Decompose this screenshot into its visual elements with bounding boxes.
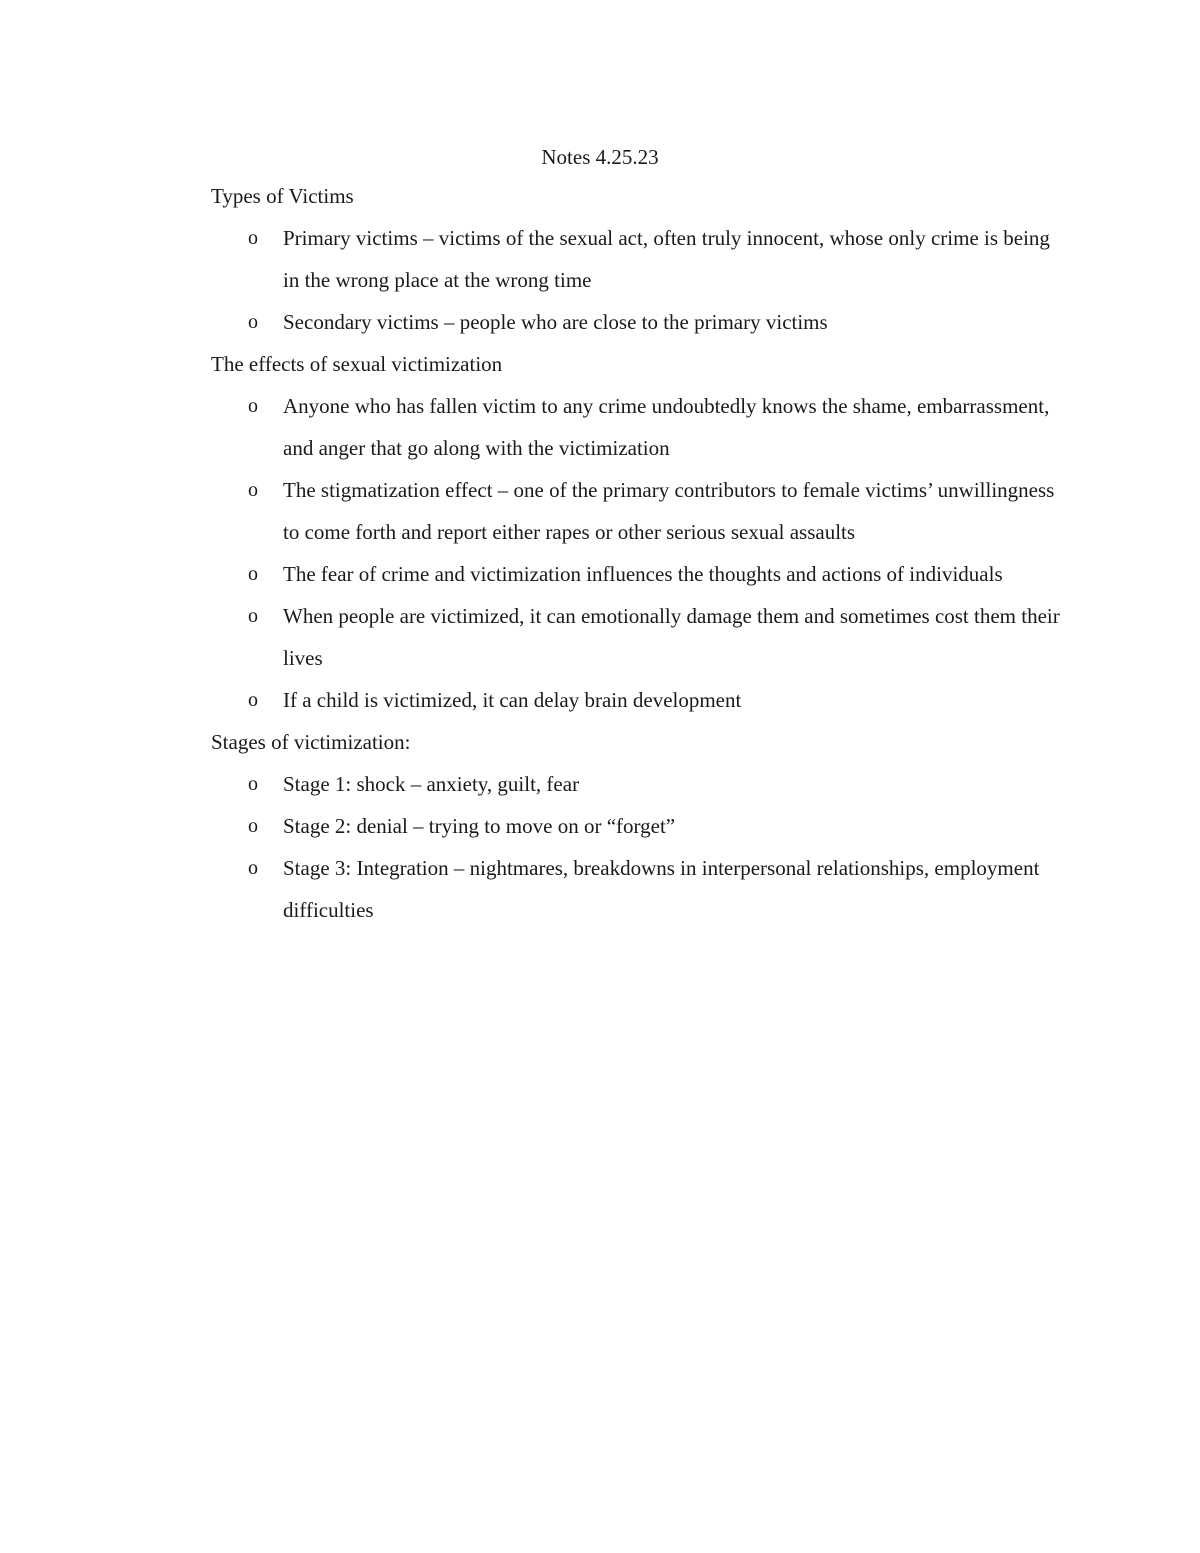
- bullet-list: [211, 763, 1071, 931]
- bullet-marker: o: [248, 605, 258, 627]
- list-item-text: Stage 1: shock – anxiety, guilt, fear: [283, 772, 580, 796]
- section-heading: Types of Victims: [211, 184, 354, 208]
- list-item: [211, 301, 1071, 343]
- list-item: [211, 553, 1071, 595]
- bullet-list: [211, 385, 1071, 721]
- list-item: [211, 847, 1071, 931]
- list-item: [211, 385, 1071, 469]
- list-item-text: The fear of crime and victimization influences the thoughts and actions of individuals: [283, 562, 1003, 586]
- document-title: Notes 4.25.23: [541, 145, 659, 169]
- list-item: [211, 805, 1071, 847]
- list-item: [211, 763, 1071, 805]
- bullet-marker: o: [248, 479, 258, 501]
- list-item-text: Anyone who has fallen victim to any crime undoubtedly knows the shame, embarrassment, and anger that go along with the victimization: [283, 394, 1050, 460]
- bullet-marker: o: [248, 689, 258, 711]
- list-item: [211, 469, 1071, 553]
- list-item-text: When people are victimized, it can emotionally damage them and sometimes cost them their lives: [283, 604, 1060, 670]
- bullet-marker: o: [248, 773, 258, 795]
- list-item-text: Primary victims – victims of the sexual act, often truly innocent, whose only crime is being in the wrong place at the wrong time: [283, 226, 1050, 292]
- bullet-marker: o: [248, 311, 258, 333]
- bullet-list: [211, 217, 1071, 343]
- list-item-text: Stage 2: denial – trying to move on or “forget”: [283, 814, 676, 838]
- list-item: [211, 217, 1071, 301]
- list-item-text: Secondary victims – people who are close to the primary victims: [283, 310, 828, 334]
- bullet-marker: o: [248, 563, 258, 585]
- bullet-marker: o: [248, 227, 258, 249]
- list-item-text: Stage 3: Integration – nightmares, breakdowns in interpersonal relationships, employment difficulties: [283, 856, 1040, 922]
- list-item: [211, 679, 1071, 721]
- bullet-marker: o: [248, 395, 258, 417]
- section-heading: The effects of sexual victimization: [211, 352, 503, 376]
- bullet-marker: o: [248, 815, 258, 837]
- list-item: [211, 595, 1071, 679]
- section-heading: Stages of victimization:: [211, 730, 411, 754]
- document-body: [211, 181, 1071, 937]
- list-item-text: If a child is victimized, it can delay brain development: [283, 688, 742, 712]
- bullet-marker: o: [248, 857, 258, 879]
- list-item-text: The stigmatization effect – one of the primary contributors to female victims’ unwillingness to come forth and report either rapes or other serious sexual assaults: [283, 478, 1055, 544]
